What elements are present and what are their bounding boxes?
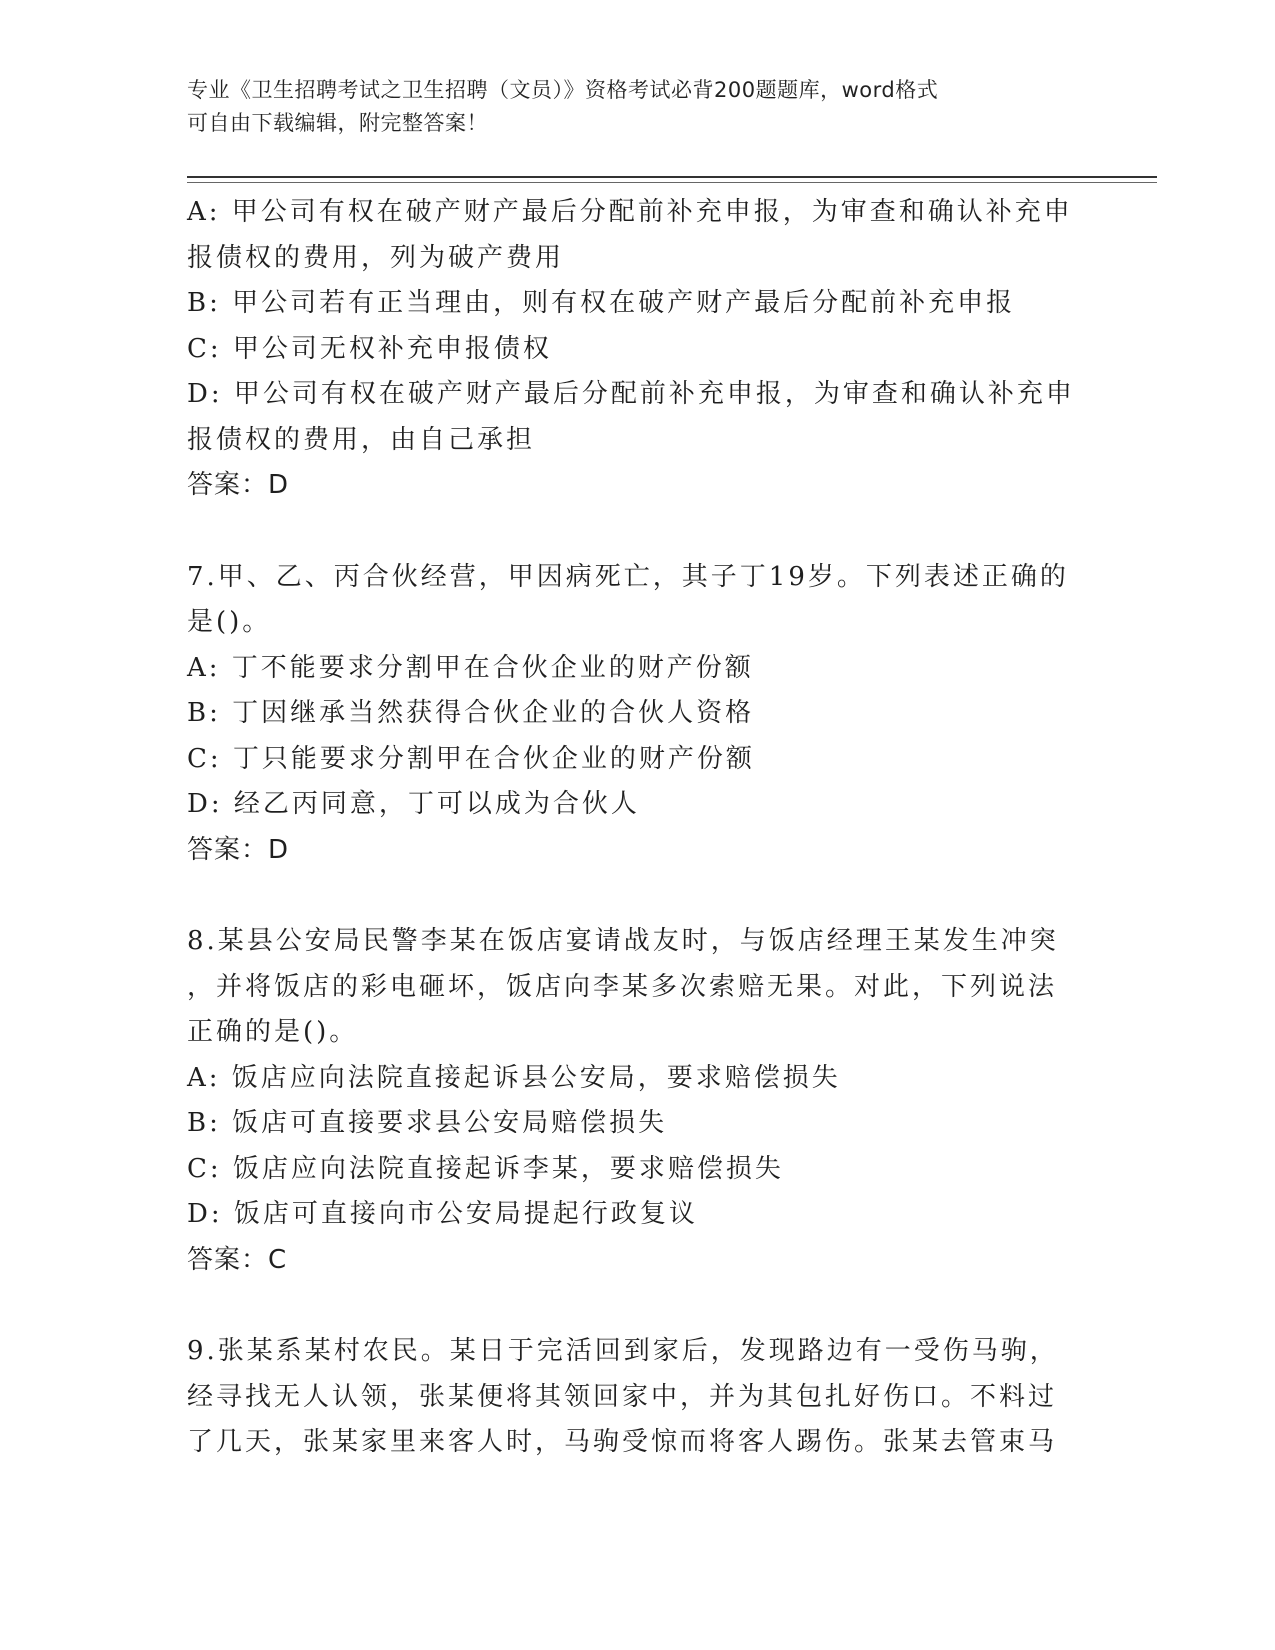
question-6-option-d-line-1: D: 甲公司有权在破产财产最后分配前补充申报，为审查和确认补充申 xyxy=(187,379,1075,409)
question-8-option-b: B: 饭店可直接要求县公安局赔偿损失 xyxy=(187,1108,668,1138)
question-7-stem-line-1: 7.甲、乙、丙合伙经营，甲因病死亡，其子丁19岁。下列表述正确的 xyxy=(187,561,1069,592)
question-9-stem-line-1: 9.张某系某村农民。某日于完活回到家后，发现路边有一受伤马驹， xyxy=(187,1336,1059,1366)
spacer xyxy=(187,873,1087,919)
document-header xyxy=(187,74,1067,140)
question-7-answer: 答案：D xyxy=(187,834,290,865)
question-7-option-a: A: 丁不能要求分割甲在合伙企业的财产份额 xyxy=(187,652,754,683)
header-divider-thin xyxy=(187,182,1157,183)
question-6-block xyxy=(187,190,1087,509)
question-9-block xyxy=(187,1329,1087,1466)
question-7-option-b: B: 丁因继承当然获得合伙企业的合伙人资格 xyxy=(187,698,755,728)
question-9-stem-line-3: 了几天，张某家里来客人时，马驹受惊而将客人踢伤。张某去管束马 xyxy=(187,1427,1058,1457)
spacer xyxy=(187,1283,1087,1329)
question-7-option-d: D: 经乙丙同意，丁可以成为合伙人 xyxy=(187,789,640,819)
question-7-block xyxy=(187,555,1087,874)
question-list xyxy=(187,190,1087,1466)
question-9-stem-line-2: 经寻找无人认领，张某便将其领回家中，并为其包扎好伤口。不料过 xyxy=(187,1381,1058,1412)
question-6-option-b: B: 甲公司若有正当理由，则有权在破产财产最后分配前补充申报 xyxy=(187,288,1016,318)
question-7-option-c: C: 丁只能要求分割甲在合伙企业的财产份额 xyxy=(187,743,755,774)
header-line-2: 可自由下载编辑，附完整答案！ xyxy=(187,111,488,135)
question-8-option-d: D: 饭店可直接向市公安局提起行政复议 xyxy=(187,1199,698,1229)
header-divider-thick xyxy=(187,176,1157,178)
question-8-option-a: A: 饭店应向法院直接起诉县公安局，要求赔偿损失 xyxy=(187,1062,841,1093)
question-8-stem-line-2: ，并将饭店的彩电砸坏，饭店向李某多次索赔无果。对此，下列说法 xyxy=(187,971,1058,1002)
question-6-answer: 答案：D xyxy=(187,470,290,500)
question-6-option-c: C: 甲公司无权补充申报债权 xyxy=(187,333,552,364)
spacer xyxy=(187,509,1087,555)
question-8-option-c: C: 饭店应向法院直接起诉李某，要求赔偿损失 xyxy=(187,1153,784,1184)
header-line-1: 专业《卫生招聘考试之卫生招聘（文员）》资格考试必背200题题库，word格式 xyxy=(187,78,939,102)
question-8-block xyxy=(187,919,1087,1283)
question-8-stem-line-1: 8.某县公安局民警李某在饭店宴请战友时，与饭店经理王某发生冲突 xyxy=(187,926,1059,956)
question-7-stem-line-2: 是()。 xyxy=(187,607,272,637)
question-6-option-a-line-1: A: 甲公司有权在破产财产最后分配前补充申报，为审查和确认补充申 xyxy=(187,197,1073,227)
question-8-answer: 答案：C xyxy=(187,1244,288,1275)
question-6-option-d-line-2: 报债权的费用，由自己承担 xyxy=(187,424,536,455)
question-6-option-a-line-2: 报债权的费用，列为破产费用 xyxy=(187,242,565,273)
question-8-stem-line-3: 正确的是()。 xyxy=(187,1017,359,1047)
